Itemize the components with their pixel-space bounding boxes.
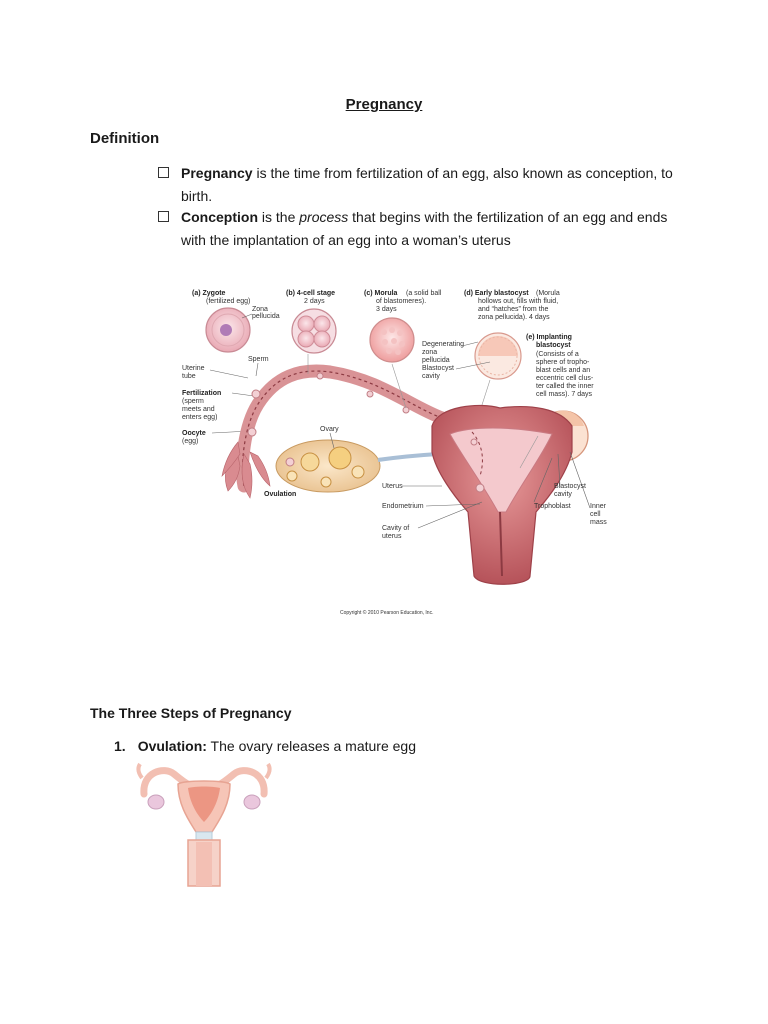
label-sperm: Sperm xyxy=(248,356,269,363)
label-cavity-of-uterus-2: uterus xyxy=(382,533,402,540)
label-oocyte: Oocyte xyxy=(182,430,206,437)
label-uterine-tube-2: tube xyxy=(182,373,196,380)
term-pregnancy: Pregnancy xyxy=(181,165,253,181)
definition-text: that begins with the fertilization of an egg and ends with the implantation of an egg into a woman’s uterus xyxy=(181,209,668,248)
label-fert-sub-2: meets and xyxy=(182,406,215,413)
ovarian-ligament xyxy=(378,454,438,460)
label-blastocyst-cavity-right-2: cavity xyxy=(554,491,572,498)
emphasis-text: process xyxy=(299,209,349,225)
label-uterus: Uterus xyxy=(382,483,403,490)
label-ovulation: Ovulation xyxy=(264,491,297,498)
step-text: The ovary releases a mature egg xyxy=(206,738,416,754)
stage-e-sub4: eccentric cell clus- xyxy=(536,375,594,382)
stage-d-sub3: zona pellucida). 4 days xyxy=(478,314,550,321)
step-ovulation xyxy=(114,738,416,754)
definition-text: is the xyxy=(258,209,300,225)
label-fert-sub-3: enters egg) xyxy=(182,414,218,421)
stage-a-sub: (fertilized egg) xyxy=(206,298,251,305)
stage-e-sub2: sphere of tropho- xyxy=(536,359,590,366)
term-conception: Conception xyxy=(181,209,258,225)
stage-c-sub2: of blastomeres). xyxy=(376,298,427,305)
label-degenerating-1: Degenerating xyxy=(422,341,465,348)
label-endometrium: Endometrium xyxy=(382,503,424,510)
bullet-text xyxy=(181,206,678,252)
bullet-box-icon xyxy=(158,167,169,178)
definition-text: is the time from fertilization of an egg, also known as conception, to birth. xyxy=(181,165,673,204)
label-oocyte-sub: (egg) xyxy=(182,438,199,445)
label-blastocyst-cavity-2: cavity xyxy=(422,373,440,380)
four-cell-stage xyxy=(292,309,336,353)
stage-b-sub: 2 days xyxy=(304,298,325,305)
stage-c-sub1: (a solid ball xyxy=(406,290,442,297)
morula-cell xyxy=(370,318,414,362)
label-trophoblast: Trophoblast xyxy=(534,503,571,510)
stage-d-sub0: (Morula xyxy=(536,290,560,297)
stage-e-sub5: ter called the inner xyxy=(536,383,594,390)
early-blastocyst-cell xyxy=(475,333,521,379)
stage-d-sub2: and “hatches” from the xyxy=(478,306,549,313)
copyright-caption: Copyright © 2010 Pearson Education, Inc. xyxy=(340,610,434,616)
bullet-conception xyxy=(158,206,678,252)
label-cavity-of-uterus-1: Cavity of xyxy=(382,525,410,532)
label-uterine-tube-1: Uterine xyxy=(182,365,205,372)
label-fertilization: Fertilization xyxy=(182,390,222,397)
stage-a-title: (a) Zygote xyxy=(192,290,226,297)
stage-a-zona: Zona xyxy=(252,306,268,313)
stage-e-title1: (e) Implanting xyxy=(526,334,572,341)
stage-d-sub1: hollows out, fills with fluid, xyxy=(478,298,559,305)
label-inner-cell-mass-2: cell xyxy=(590,511,601,518)
label-inner-cell-mass-1: Inner xyxy=(590,503,606,510)
stage-e-sub6: cell mass). 7 days xyxy=(536,391,593,398)
label-degenerating-2: zona xyxy=(422,349,438,356)
definition-heading: Definition xyxy=(90,130,160,147)
ovulation-illustration xyxy=(134,760,274,892)
stage-e-sub1: (Consists of a xyxy=(536,351,579,358)
stage-c-sub3: 3 days xyxy=(376,306,397,313)
step-number: 1. xyxy=(114,738,126,754)
stage-a-zona2: pellucida xyxy=(252,313,280,320)
stage-d-title: (d) Early blastocyst xyxy=(464,290,529,297)
label-blastocyst-cavity-1: Blastocyst xyxy=(422,365,454,372)
stage-c-title: (c) Morula xyxy=(364,290,398,297)
label-degenerating-3: pellucida xyxy=(422,357,450,364)
label-fert-sub-1: (sperm xyxy=(182,398,204,405)
label-inner-cell-mass-3: mass xyxy=(590,519,607,526)
bullet-pregnancy xyxy=(158,162,678,208)
stage-e-sub3: blast cells and an xyxy=(536,367,591,374)
bullet-box-icon xyxy=(158,211,169,222)
page-title: Pregnancy xyxy=(345,96,423,113)
label-blastocyst-cavity-right-1: Blastocyst xyxy=(554,483,586,490)
steps-heading: The Three Steps of Pregnancy xyxy=(90,705,292,721)
stage-b-title: (b) 4-cell stage xyxy=(286,290,336,297)
conception-diagram xyxy=(180,276,620,621)
step-term: Ovulation: xyxy=(137,738,207,754)
label-ovary: Ovary xyxy=(320,426,339,433)
zygote-cell xyxy=(206,308,250,352)
bullet-text xyxy=(181,162,678,208)
stage-e-title2: blastocyst xyxy=(536,342,571,349)
